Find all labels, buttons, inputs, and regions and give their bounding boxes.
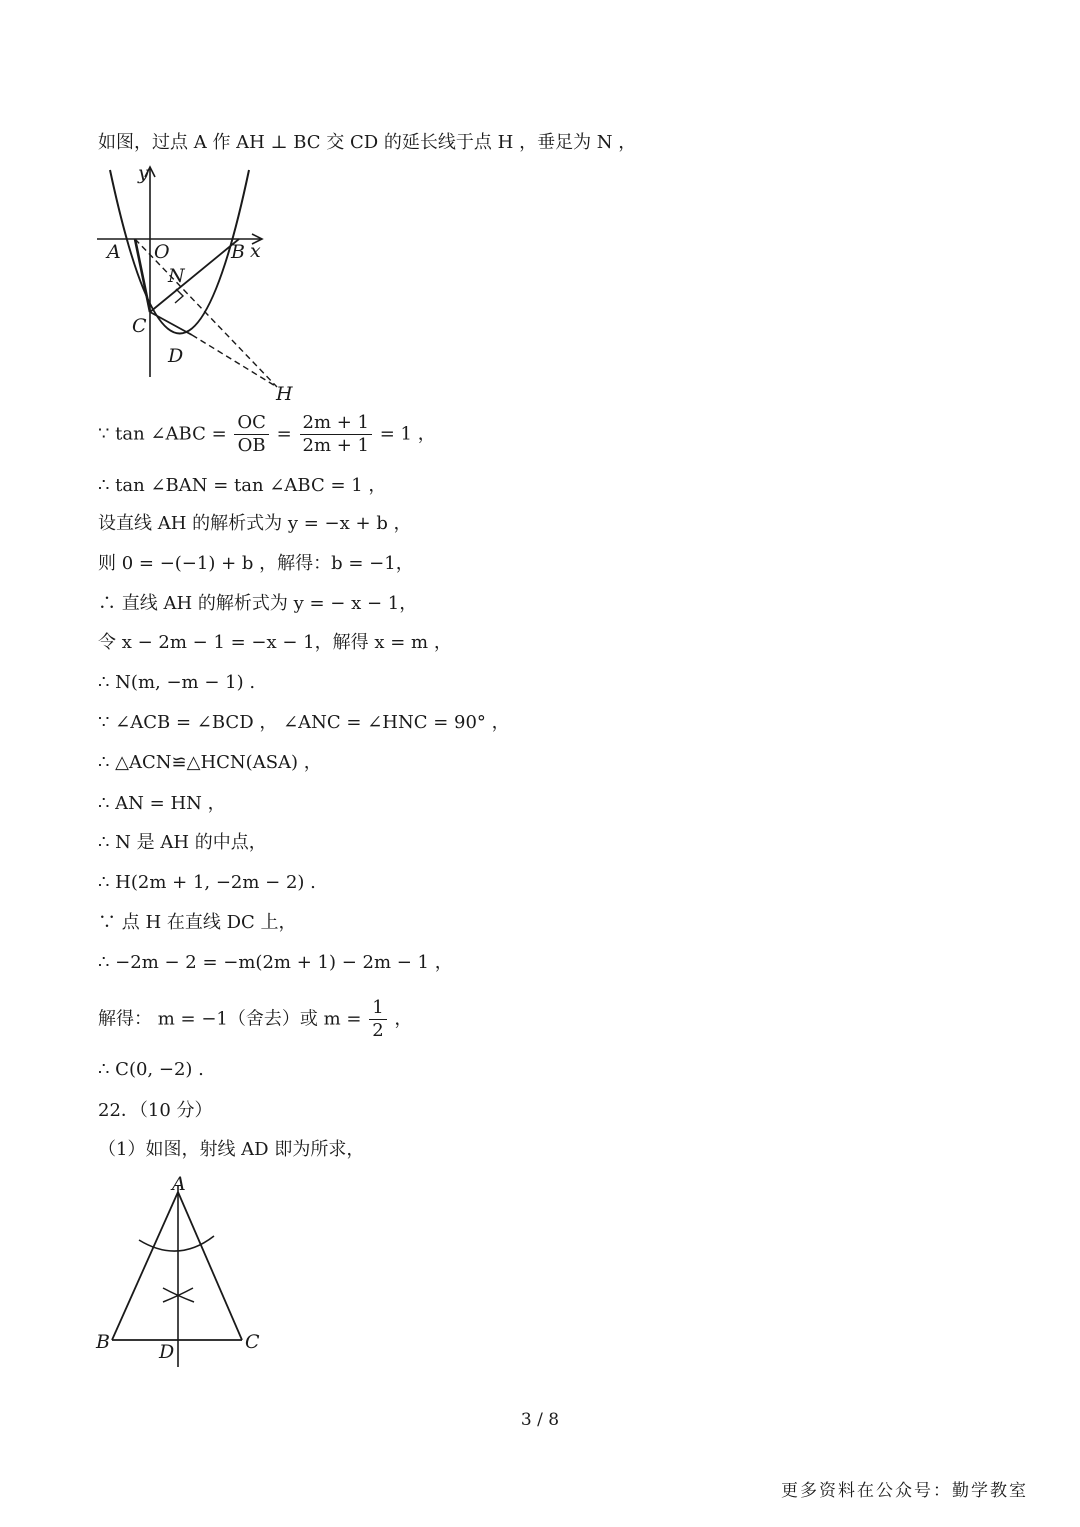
fraction-numerator: 2m + 1 bbox=[300, 412, 373, 435]
fraction-oc-ob bbox=[234, 412, 269, 457]
solve-tail: ， bbox=[394, 1008, 413, 1030]
triangle-figure bbox=[92, 1172, 272, 1372]
label-x: x bbox=[250, 240, 261, 262]
label-O: O bbox=[154, 241, 170, 263]
part-1-line: （1）如图，射线 AD 即为所求， bbox=[98, 1139, 365, 1160]
solution-line-6: 令 x − 2m − 1 = −x − 1，解得 x = m ， bbox=[98, 632, 452, 653]
side-AB bbox=[112, 1192, 178, 1340]
label-D: D bbox=[168, 345, 184, 367]
side-AC bbox=[178, 1192, 242, 1340]
solution-line-3: 设直线 AH 的解析式为 y = −x + b ， bbox=[98, 513, 412, 534]
equals-sign: = bbox=[276, 423, 292, 445]
solution-line-8: ∵ ∠ACB = ∠BCD ， ∠ANC = ∠HNC = 90° ， bbox=[98, 712, 510, 733]
label-C: C bbox=[245, 1331, 260, 1353]
solution-line-14: ∴ −2m − 2 = −m(2m + 1) − 2m − 1 ， bbox=[98, 952, 453, 973]
fraction-denominator: 2 bbox=[372, 1020, 384, 1041]
label-B: B bbox=[231, 241, 245, 263]
fraction-numerator: OC bbox=[234, 412, 269, 435]
parabola-curve bbox=[110, 170, 249, 334]
solution-line-7: ∴ N(m, −m − 1) . bbox=[98, 672, 256, 693]
tan-line bbox=[98, 412, 436, 457]
solution-line-12: ∴ H(2m + 1, −2m − 2) . bbox=[98, 872, 316, 893]
line-AC bbox=[135, 239, 150, 312]
fraction-one-half bbox=[369, 997, 386, 1042]
label-B: B bbox=[96, 1331, 110, 1353]
tan-lead: ∵ tan ∠ABC = bbox=[98, 423, 227, 445]
label-D: D bbox=[159, 1341, 175, 1363]
label-A: A bbox=[107, 241, 121, 263]
label-C: C bbox=[132, 315, 147, 337]
fraction-denominator: 2m + 1 bbox=[302, 435, 369, 456]
label-H: H bbox=[276, 383, 293, 405]
parabola-figure bbox=[92, 165, 312, 405]
fraction-denominator: OB bbox=[237, 435, 266, 456]
solution-line-11: ∴ N 是 AH 的中点， bbox=[98, 832, 267, 853]
solution-line-9: ∴ △ACN≌△HCN(ASA) ， bbox=[98, 752, 322, 773]
label-N: N bbox=[168, 265, 185, 287]
solve-lead: 解得： m = −1（舍去）或 m = bbox=[98, 1008, 362, 1030]
solution-line-13: ∵ 点 H 在直线 DC 上， bbox=[98, 912, 297, 933]
tan-tail: = 1 ， bbox=[379, 423, 436, 445]
footer-note: 更多资料在公众号：勤学教室 bbox=[781, 1481, 1028, 1501]
fraction-2m1 bbox=[300, 412, 373, 457]
label-A: A bbox=[172, 1173, 186, 1195]
page-number: 3 / 8 bbox=[520, 1410, 560, 1430]
question-heading: 22．（10 分） bbox=[98, 1100, 213, 1121]
solve-line bbox=[98, 997, 412, 1042]
solution-line-2: ∴ tan ∠BAN = tan ∠ABC = 1 ， bbox=[98, 475, 387, 496]
solution-line-5: ∴ 直线 AH 的解析式为 y = − x − 1， bbox=[98, 593, 418, 614]
solution-line-10: ∴ AN = HN ， bbox=[98, 793, 226, 814]
solution-line-4: 则 0 = −(−1) + b ，解得：b = −1， bbox=[98, 553, 414, 574]
solution-line-15: ∴ C(0, −2) . bbox=[98, 1059, 204, 1080]
label-y: y bbox=[138, 165, 149, 184]
solution-line-1: 如图，过点 A 作 AH ⊥ BC 交 CD 的延长线于点 H ，垂足为 N ， bbox=[98, 132, 637, 153]
fraction-numerator: 1 bbox=[369, 997, 386, 1020]
